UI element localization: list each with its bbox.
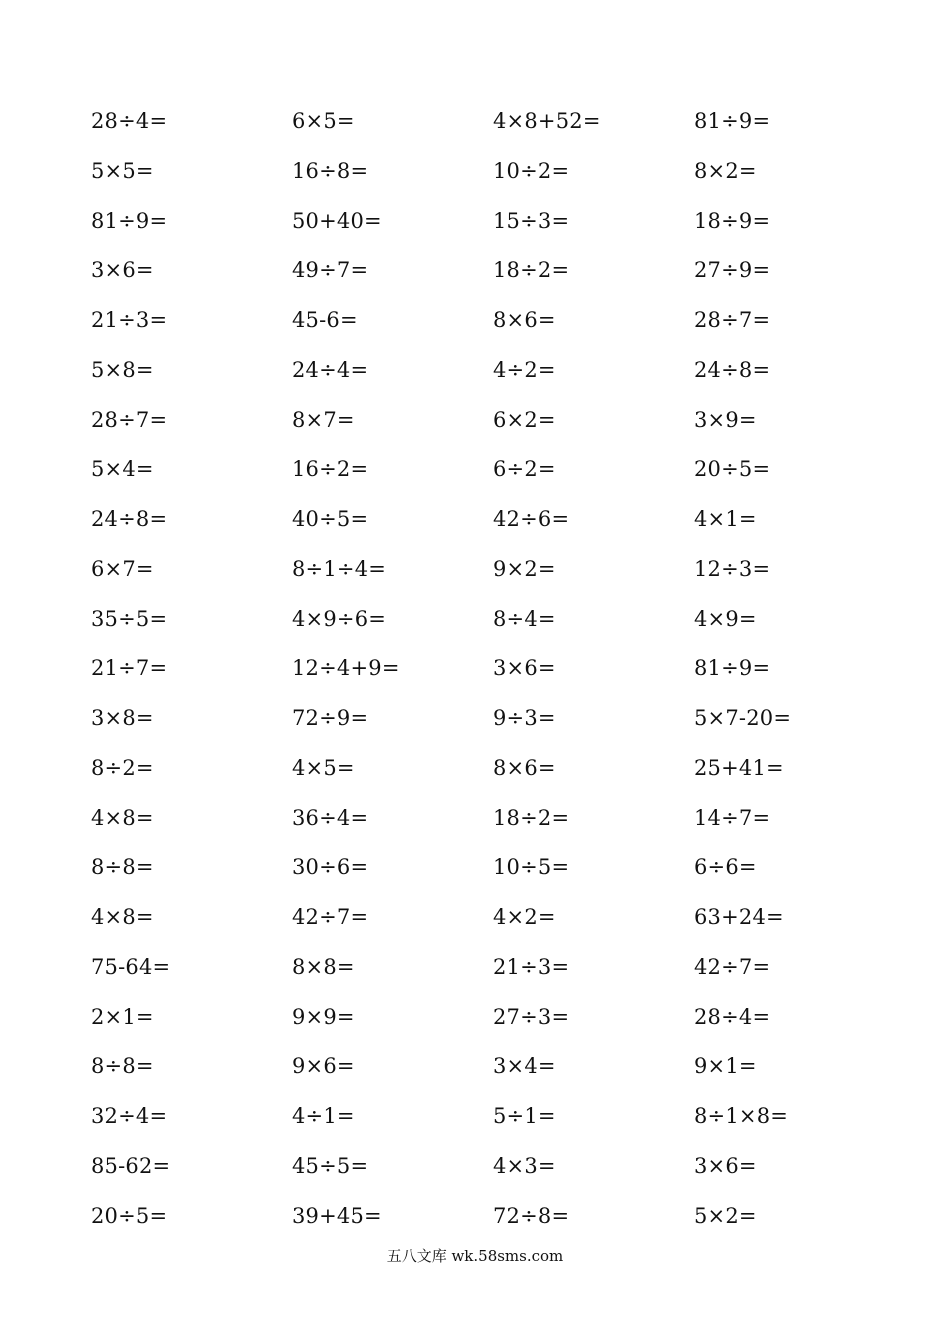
arithmetic-problem: 3×8=: [91, 706, 154, 730]
arithmetic-problem: 18÷2=: [493, 805, 570, 830]
arithmetic-problem: 18÷2=: [493, 258, 570, 283]
arithmetic-problem: 10÷2=: [493, 158, 570, 183]
arithmetic-problem: 28÷7=: [694, 308, 771, 332]
footer-watermark: 五八文库 wk.58sms.com: [386, 1247, 564, 1265]
arithmetic-problem: 25+41=: [694, 755, 784, 780]
arithmetic-problem: 21÷3=: [91, 308, 168, 332]
arithmetic-problem: 24÷8=: [694, 357, 771, 382]
arithmetic-problem: 72÷9=: [292, 706, 369, 730]
arithmetic-problem: 42÷7=: [292, 905, 369, 929]
arithmetic-problem: 9÷3=: [493, 706, 556, 730]
arithmetic-problem: 39+45=: [292, 1203, 382, 1228]
arithmetic-problem: 8÷8=: [91, 1054, 154, 1079]
arithmetic-problem: 36÷4=: [292, 805, 369, 830]
arithmetic-problem: 5×4=: [91, 457, 154, 482]
arithmetic-problem: 24÷8=: [91, 507, 168, 531]
arithmetic-problem: 4×2=: [493, 905, 556, 929]
arithmetic-problem: 4÷2=: [493, 357, 556, 382]
arithmetic-problem: 81÷9=: [694, 656, 771, 681]
problem-grid: [91, 102, 911, 1246]
arithmetic-problem: 20÷5=: [694, 457, 771, 482]
arithmetic-problem: 21÷3=: [493, 954, 570, 979]
arithmetic-problem: 3×9=: [694, 407, 757, 432]
arithmetic-problem: 4×8=: [91, 805, 154, 830]
arithmetic-problem: 4×9÷6=: [292, 606, 387, 631]
arithmetic-problem: 49÷7=: [292, 258, 369, 283]
arithmetic-problem: 6÷6=: [694, 855, 757, 880]
arithmetic-problem: 4÷1=: [292, 1104, 355, 1128]
arithmetic-problem: 45÷5=: [292, 1153, 369, 1178]
arithmetic-problem: 28÷4=: [91, 109, 168, 133]
arithmetic-problem: 8×6=: [493, 308, 556, 332]
arithmetic-problem: 72÷8=: [493, 1203, 570, 1228]
arithmetic-problem: 8×6=: [493, 755, 556, 780]
arithmetic-problem: 3×4=: [493, 1054, 556, 1079]
arithmetic-problem: 81÷9=: [694, 109, 771, 133]
arithmetic-problem: 5÷1=: [493, 1104, 556, 1128]
arithmetic-problem: 5×2=: [694, 1203, 757, 1228]
arithmetic-problem: 9×6=: [292, 1054, 355, 1079]
arithmetic-problem: 15÷3=: [493, 208, 570, 233]
arithmetic-problem: 10÷5=: [493, 855, 570, 880]
arithmetic-problem: 75-64=: [91, 954, 171, 979]
arithmetic-problem: 81÷9=: [91, 208, 168, 233]
arithmetic-problem: 28÷7=: [91, 407, 168, 432]
arithmetic-problem: 35÷5=: [91, 606, 168, 631]
arithmetic-problem: 8÷1÷4=: [292, 556, 387, 581]
arithmetic-problem: 9×9=: [292, 1004, 355, 1029]
arithmetic-problem: 8÷1×8=: [694, 1104, 789, 1128]
arithmetic-problem: 9×2=: [493, 556, 556, 581]
arithmetic-problem: 30÷6=: [292, 855, 369, 880]
arithmetic-problem: 14÷7=: [694, 805, 771, 830]
arithmetic-problem: 12÷4+9=: [292, 656, 400, 681]
arithmetic-problem: 5×8=: [91, 357, 154, 382]
arithmetic-problem: 4×1=: [694, 507, 757, 531]
arithmetic-problem: 9×1=: [694, 1054, 757, 1079]
arithmetic-problem: 42÷7=: [694, 954, 771, 979]
arithmetic-problem: 50+40=: [292, 208, 382, 233]
arithmetic-problem: 3×6=: [694, 1153, 757, 1178]
arithmetic-problem: 5×7-20=: [694, 706, 792, 730]
arithmetic-problem: 4×8+52=: [493, 109, 601, 133]
arithmetic-problem: 12÷3=: [694, 556, 771, 581]
arithmetic-problem: 3×6=: [91, 258, 154, 283]
arithmetic-problem: 4×5=: [292, 755, 355, 780]
arithmetic-problem: 20÷5=: [91, 1203, 168, 1228]
arithmetic-problem: 6×2=: [493, 407, 556, 432]
arithmetic-problem: 32÷4=: [91, 1104, 168, 1128]
arithmetic-problem: 28÷4=: [694, 1004, 771, 1029]
arithmetic-problem: 27÷3=: [493, 1004, 570, 1029]
arithmetic-problem: 40÷5=: [292, 507, 369, 531]
arithmetic-problem: 85-62=: [91, 1153, 171, 1178]
arithmetic-problem: 18÷9=: [694, 208, 771, 233]
arithmetic-problem: 24÷4=: [292, 357, 369, 382]
arithmetic-problem: 16÷2=: [292, 457, 369, 482]
arithmetic-problem: 8÷2=: [91, 755, 154, 780]
arithmetic-problem: 5×5=: [91, 158, 154, 183]
arithmetic-problem: 8÷8=: [91, 855, 154, 880]
arithmetic-problem: 3×6=: [493, 656, 556, 681]
arithmetic-problem: 6×7=: [91, 556, 154, 581]
arithmetic-problem: 6÷2=: [493, 457, 556, 482]
arithmetic-problem: 4×8=: [91, 905, 154, 929]
arithmetic-problem: 63+24=: [694, 905, 784, 929]
arithmetic-problem: 8×7=: [292, 407, 355, 432]
arithmetic-problem: 16÷8=: [292, 158, 369, 183]
arithmetic-problem: 27÷9=: [694, 258, 771, 283]
arithmetic-problem: 8÷4=: [493, 606, 556, 631]
arithmetic-problem: 2×1=: [91, 1004, 154, 1029]
arithmetic-problem: 8×2=: [694, 158, 757, 183]
arithmetic-problem: 4×9=: [694, 606, 757, 631]
arithmetic-problem: 6×5=: [292, 109, 355, 133]
arithmetic-problem: 8×8=: [292, 954, 355, 979]
arithmetic-problem: 45-6=: [292, 308, 358, 332]
arithmetic-problem: 21÷7=: [91, 656, 168, 681]
arithmetic-problem: 4×3=: [493, 1153, 556, 1178]
arithmetic-problem: 42÷6=: [493, 507, 570, 531]
